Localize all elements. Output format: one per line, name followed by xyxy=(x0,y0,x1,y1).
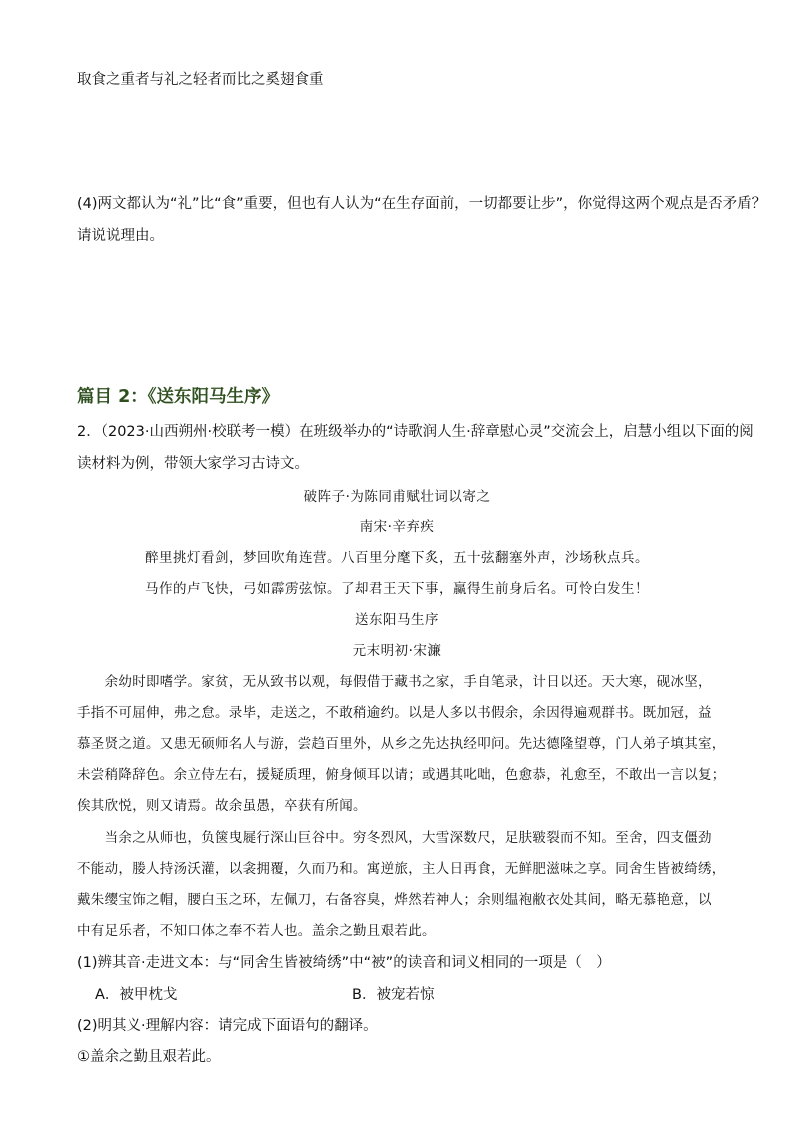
question-4-line-2: 请说说理由。 xyxy=(77,228,164,244)
question-1-option-a: A．被甲枕戈 xyxy=(95,987,178,1003)
prose-line: 戴朱缨宝饰之帽，腰白玉之环，左佩刀，右备容臭，烨然若神人；余则缊袍敝衣处其间，略无慕艳意，以 xyxy=(77,892,712,908)
prose-line: 中有足乐者，不知口体之奉不若人也。盖余之勤且艰若此。 xyxy=(77,923,436,939)
prose-line: 手指不可屈伸，弗之怠。录毕，走送之，不敢稍逾约。以是人多以书假余，余因得遍观群书。既加冠，益 xyxy=(77,705,712,721)
prose-title: 送东阳马生序 xyxy=(355,612,439,628)
poem-title: 破阵子·为陈同甫赋壮词以寄之 xyxy=(303,489,491,505)
poem-line-2: 马作的卢飞快，弓如霹雳弦惊。了却君王天下事，赢得生前身后名。可怜白发生！ xyxy=(145,581,649,597)
prose-line: 未尝稍降辞色。余立侍左右，援疑质理，俯身倾耳以请；或遇其叱咄，色愈恭，礼愈至，不敢出一言以复； xyxy=(77,767,726,783)
question-2-stem: (2)明其义·理解内容：请完成下面语句的翻译。 xyxy=(77,1018,378,1034)
prose-line: 当余之从师也，负箧曳屣行深山巨谷中。穷冬烈风，大雪深数尺，足肤皲裂而不知。至舍，四支僵劲 xyxy=(77,830,712,846)
prose-author: 元末明初·宋濂 xyxy=(352,643,442,659)
answer-line: 取食之重者与礼之轻者而比之奚翅食重 xyxy=(77,72,324,88)
prose-line: 余幼时即嗜学。家贫，无从致书以观，每假借于藏书之家，手自笔录，计日以还。天大寒，砚冰坚， xyxy=(77,674,712,690)
poem-author: 南宋·辛弃疾 xyxy=(359,519,435,535)
question-2-item-1: ①盖余之勤且艰若此。 xyxy=(77,1049,221,1065)
question-1-option-b: B．被宠若惊 xyxy=(352,987,435,1003)
section-heading: 篇目 2：《送东阳马生序》 xyxy=(77,387,280,407)
prose-line: 俟其欣悦，则又请焉。故余虽愚，卒获有所闻。 xyxy=(77,798,367,814)
poem-line-1: 醉里挑灯看剑，梦回吹角连营。八百里分麾下炙，五十弦翻塞外声，沙场秋点兵。 xyxy=(145,550,649,566)
question-2-intro-line-1: 2．（2023·山西朔州·校联考一模）在班级举办的“诗歌润人生·辞章慰心灵”交流会上，启慧小组以下面的阅 xyxy=(77,424,754,440)
question-4-line-1: (4)两文都认为“礼”比“食”重要，但也有人认为“在生存面前，一切都要让步”，你觉得这两个观点是否矛盾？ xyxy=(77,196,767,212)
question-2-intro-line-2: 读材料为例，带领大家学习古诗文。 xyxy=(77,456,309,472)
question-1-stem: (1)辨其音·走进文本：与“同舍生皆被绮绣”中“被”的读音和词义相同的一项是（ ） xyxy=(77,955,611,971)
prose-line: 不能动，媵人持汤沃灌，以衾拥覆，久而乃和。寓逆旅，主人日再食，无鲜肥滋味之享。同舍生皆被绮绣， xyxy=(77,861,726,877)
prose-line: 慕圣贤之道。又患无硕师名人与游，尝趋百里外，从乡之先达执经叩问。先达德隆望尊，门人弟子填其室， xyxy=(77,736,726,752)
